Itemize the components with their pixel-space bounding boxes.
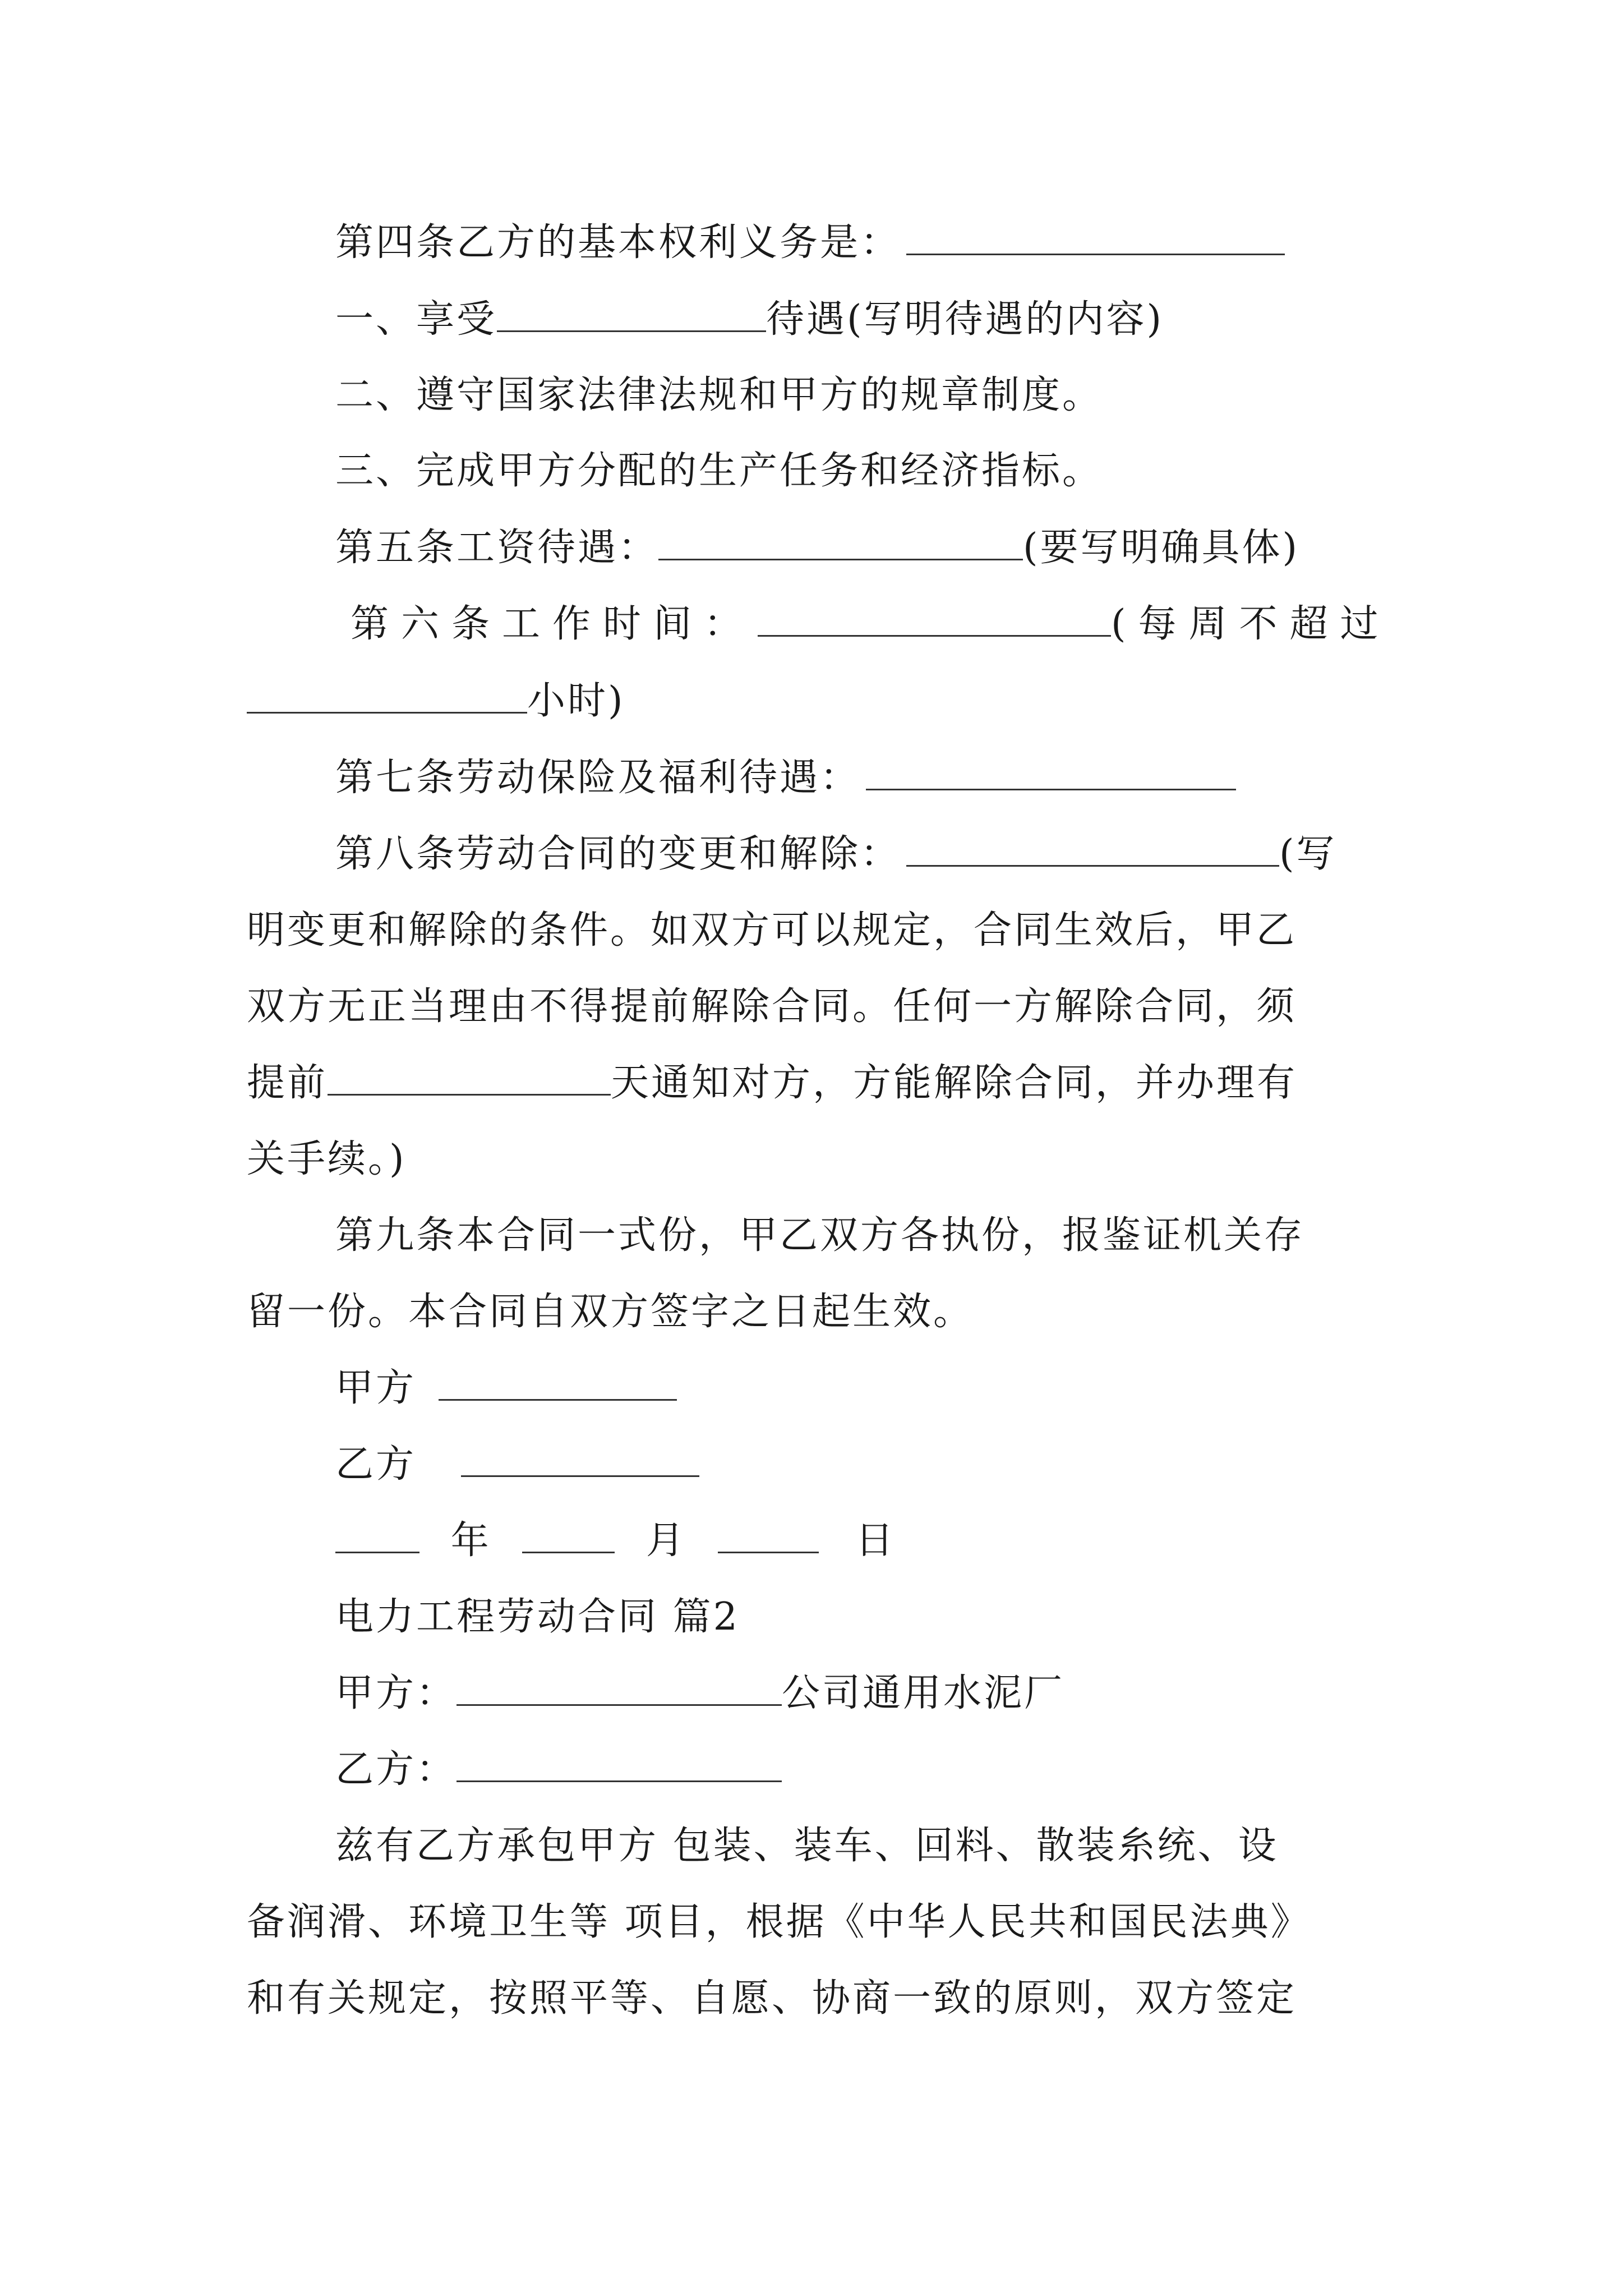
blank-field (461, 1441, 699, 1477)
article6-hours: 小时) (527, 679, 625, 723)
article8-text2: 明变更和解除的条件。如双方可以规定，合同生效后，甲乙 (247, 908, 1297, 953)
item2-text: 二、遵守国家法律法规和甲方的规章制度。 (335, 373, 1103, 417)
blank-field (758, 600, 1111, 637)
article8-line2 (247, 900, 1297, 961)
article8-line1 (335, 823, 1337, 885)
article8-text4b: 天通知对方，方能解除合同，并办理有 (611, 1061, 1298, 1105)
blank-field (658, 524, 1023, 560)
item3-text: 三、完成甲方分配的生产任务和经济指标。 (335, 449, 1103, 493)
article5-line (335, 517, 1299, 579)
article8-line3 (247, 976, 1297, 1038)
article6-prefix: 第六条工作时间： (351, 602, 755, 646)
blank-field (718, 1517, 819, 1553)
article8-text5: 关手续。) (247, 1137, 407, 1181)
section2-party-b-line (335, 1739, 782, 1801)
date-day: 日 (855, 1519, 896, 1563)
article9-text1: 第九条本合同一式份，甲乙双方各执份，报鉴证机关存 (335, 1213, 1305, 1258)
sign-party-b-label: 乙方 (335, 1442, 417, 1487)
sign-party-a-line (335, 1358, 677, 1419)
item1-line (335, 289, 1164, 351)
section2-title (335, 1586, 740, 1648)
article8-line5 (247, 1129, 407, 1190)
section2-para-text3: 和有关规定，按照平等、自愿、协商一致的原则，双方签定 (247, 1976, 1297, 2021)
article9-text2: 留一份。本合同自双方签字之日起生效。 (247, 1290, 974, 1334)
article5-suffix: (要写明确具体) (1023, 526, 1300, 570)
date-month: 月 (645, 1519, 686, 1563)
blank-field (247, 677, 527, 714)
article9-line1 (335, 1205, 1304, 1267)
article8-text4a: 提前 (247, 1061, 328, 1105)
blank-field (906, 219, 1285, 255)
article7-line (335, 747, 1236, 809)
blank-field (497, 296, 766, 332)
sign-party-b-line (335, 1434, 699, 1496)
section2-party-a-line (335, 1663, 1064, 1724)
sign-date-line (335, 1510, 896, 1572)
blank-field (522, 1517, 615, 1553)
article6-line (351, 593, 1391, 655)
section2-party-a-suffix: 公司通用水泥厂 (782, 1671, 1065, 1715)
article7-text: 第七条劳动保险及福利待遇： (335, 756, 861, 800)
blank-field (328, 1059, 611, 1096)
section2-para-text1: 兹有乙方承包甲方 包装、装车、回料、散装糸统、设 (335, 1824, 1279, 1868)
section2-party-a-label: 甲方： (335, 1671, 457, 1715)
article6-line2 (247, 670, 625, 732)
blank-field (439, 1364, 677, 1401)
sign-party-a-label: 甲方 (335, 1366, 417, 1410)
article8-line4 (247, 1052, 1297, 1114)
blank-field (906, 830, 1279, 867)
blank-field (866, 754, 1236, 790)
article8-prefix: 第八条劳动合同的变更和解除： (335, 832, 901, 876)
item2-line (335, 365, 1103, 426)
blank-field (335, 1517, 419, 1553)
blank-field (457, 1746, 782, 1782)
item1-prefix: 一、享受 (335, 297, 497, 342)
section2-party-b-label: 乙方： (335, 1747, 457, 1792)
section2-para-text2: 备润滑、环境卫生等 项目，根据《中华人民共和国民法典》 (247, 1900, 1311, 1944)
article4-text: 第四条乙方的基本权利义务是： (335, 220, 901, 265)
article6-suffix: (每周不超过 (1111, 602, 1391, 646)
item1-suffix: 待遇(写明待遇的内容) (766, 297, 1164, 342)
section2-title-text: 电力工程劳动合同 篇2 (335, 1595, 740, 1639)
item3-line (335, 440, 1103, 502)
article4-line (335, 212, 1285, 274)
section2-para-line1 (335, 1815, 1279, 1877)
blank-field (457, 1669, 782, 1706)
article9-line2 (247, 1281, 974, 1343)
article8-suffix: (写 (1279, 832, 1337, 876)
article5-prefix: 第五条工资待遇： (335, 526, 659, 570)
article8-text3: 双方无正当理由不得提前解除合同。任何一方解除合同，须 (247, 984, 1297, 1029)
date-year: 年 (450, 1519, 491, 1563)
section2-para-line3 (247, 1968, 1297, 2030)
section2-para-line2 (247, 1892, 1311, 1953)
